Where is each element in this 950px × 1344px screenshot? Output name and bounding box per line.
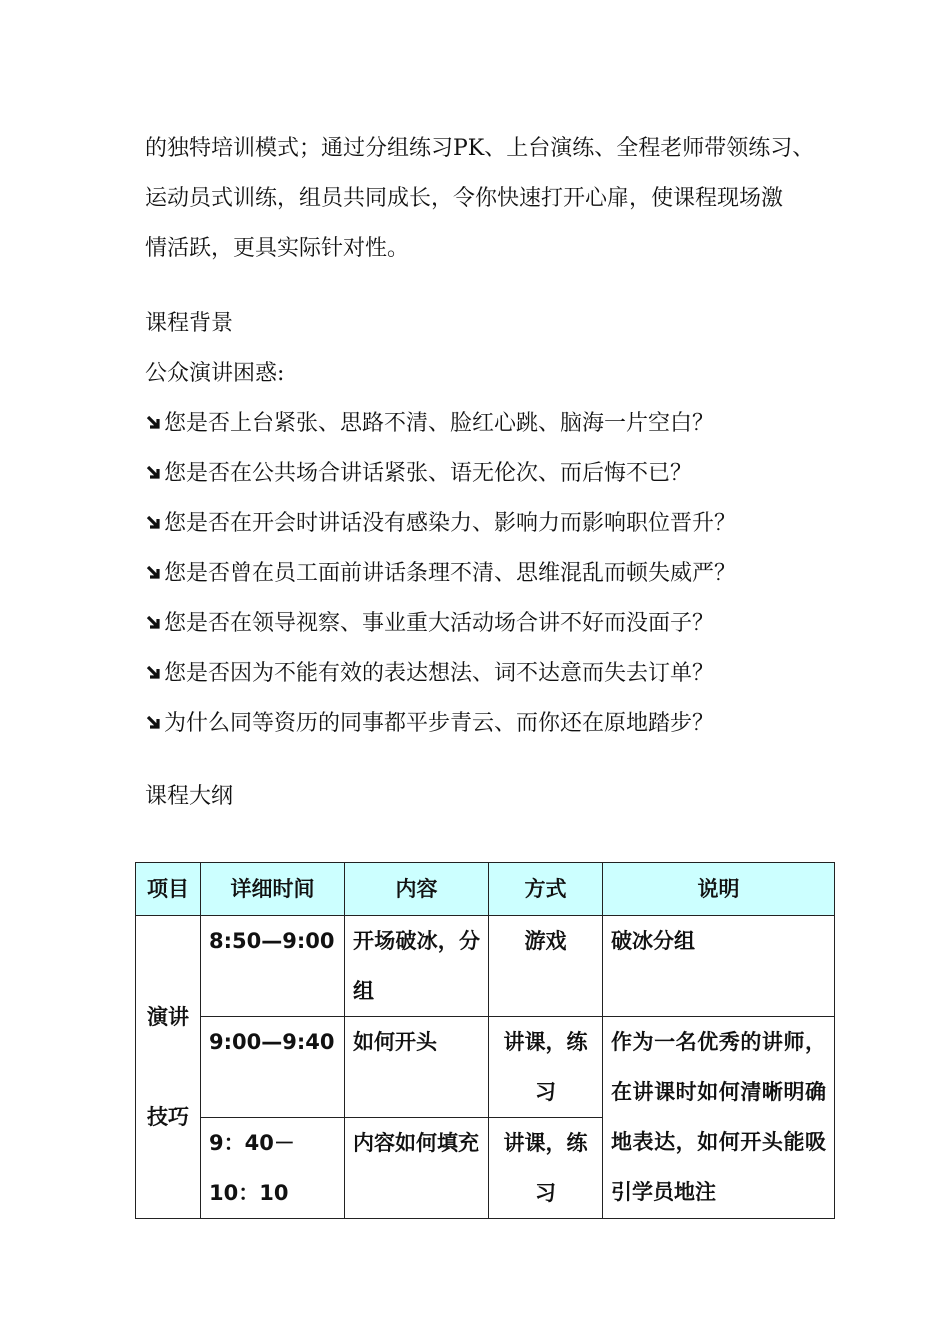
time-cell: 9：40－10：10 [201, 1118, 345, 1219]
method-cell: 讲课，练习 [489, 1118, 603, 1219]
time-cell: 9:00—9:40 [201, 1017, 345, 1118]
header-item: 项目 [136, 863, 201, 916]
bullet-item [145, 709, 714, 739]
header-method: 方式 [489, 863, 603, 916]
bullet-item [145, 609, 714, 639]
bullet-item [145, 459, 692, 489]
bullet-text: 您是否曾在员工面前讲话条理不清、思维混乱而顿失威严？ [164, 561, 737, 586]
arrow-down-right-icon [145, 514, 163, 532]
arrow-down-right-icon [145, 714, 163, 732]
header-note: 说明 [603, 863, 835, 916]
arrow-down-right-icon [145, 414, 163, 432]
intro-line-3: 情活跃，更具实际针对性。 [145, 236, 410, 261]
confusion-heading: 公众演讲困惑: [145, 361, 285, 386]
bullet-item [145, 409, 714, 439]
header-time: 详细时间 [201, 863, 345, 916]
arrow-down-right-icon [145, 464, 163, 482]
item-line-1: 演讲 [147, 1005, 189, 1029]
arrow-down-right-icon [145, 614, 163, 632]
item-cell [136, 916, 201, 1219]
background-heading: 课程背景 [145, 311, 234, 336]
bullet-item [145, 559, 736, 589]
table-header-row [136, 863, 835, 916]
note-cell: 破冰分组 [603, 916, 835, 1017]
item-line-2: 技巧 [147, 1105, 189, 1129]
method-cell: 讲课，练习 [489, 1017, 603, 1118]
bullet-text: 您是否在开会时讲话没有感染力、影响力而影响职位晋升？ [164, 511, 737, 536]
merged-note-cell: 作为一名优秀的讲师，在讲课时如何清晰明确地表达，如何开头能吸引学员地注 [603, 1017, 835, 1219]
table-row [136, 916, 835, 1017]
bullet-text: 您是否上台紧张、思路不清、脸红心跳、脑海一片空白？ [164, 411, 715, 436]
arrow-down-right-icon [145, 664, 163, 682]
intro-line-2: 运动员式训练，组员共同成长，令你快速打开心扉，使课程现场激 [145, 186, 784, 211]
bullet-item [145, 509, 736, 539]
header-content: 内容 [345, 863, 489, 916]
content-cell: 如何开头 [345, 1017, 489, 1118]
bullet-text: 您是否在领导视察、事业重大活动场合讲不好而没面子？ [164, 611, 715, 636]
content-cell: 开场破冰，分组 [345, 916, 489, 1017]
course-outline-table [135, 862, 835, 1219]
outline-heading: 课程大纲 [145, 784, 234, 809]
bullet-text: 您是否在公共场合讲话紧张、语无伦次、而后悔不已？ [164, 461, 693, 486]
table-row [136, 1017, 835, 1118]
bullet-text: 您是否因为不能有效的表达想法、词不达意而失去订单？ [164, 661, 715, 686]
arrow-down-right-icon [145, 564, 163, 582]
method-cell: 游戏 [489, 916, 603, 1017]
bullet-item [145, 659, 714, 689]
time-cell: 8:50—9:00 [201, 916, 345, 1017]
intro-line-1: 的独特培训模式；通过分组练习PK、上台演练、全程老师带领练习、 [145, 136, 815, 161]
bullet-text: 为什么同等资历的同事都平步青云、而你还在原地踏步？ [164, 711, 715, 736]
content-cell: 内容如何填充 [345, 1118, 489, 1219]
